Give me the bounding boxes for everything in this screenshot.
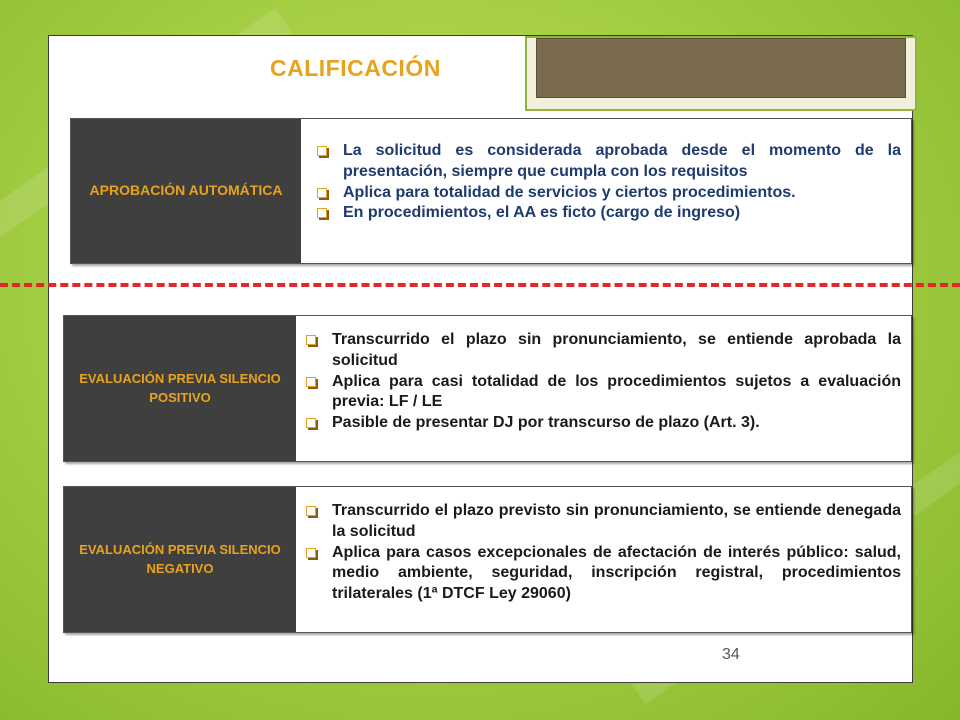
silencio-positivo-box — [63, 315, 912, 462]
bullet-list — [306, 330, 901, 434]
checkbox-bullet-icon — [317, 208, 327, 218]
section-label: APROBACIÓN AUTOMÁTICA — [71, 119, 301, 263]
checkbox-bullet-icon — [306, 418, 316, 428]
list-item: Aplica para casos excepcionales de afectación de interés público: salud, medio ambiente, seguridad, inscripción registral, procedimientos trilaterales (1ª DTCF Ley 29060) — [306, 543, 901, 605]
bullet-list — [306, 501, 901, 605]
photo-image — [536, 38, 906, 98]
section-label: EVALUACIÓN PREVIA SILENCIO NEGATIVO — [64, 487, 296, 632]
checkbox-bullet-icon — [306, 548, 316, 558]
section-content — [296, 487, 911, 632]
checkbox-bullet-icon — [306, 377, 316, 387]
checkbox-bullet-icon — [306, 335, 316, 345]
checkbox-bullet-icon — [317, 146, 327, 156]
page-number: 34 — [722, 646, 740, 663]
list-item: En procedimientos, el AA es ficto (cargo de ingreso) — [317, 203, 901, 224]
list-item: La solicitud es considerada aprobada desde el momento de la presentación, siempre que cumpla con los requisitos — [317, 141, 901, 183]
section-label: EVALUACIÓN PREVIA SILENCIO POSITIVO — [64, 316, 296, 461]
list-item: Transcurrido el plazo sin pronunciamiento, se entiende aprobada la solicitud — [306, 330, 901, 372]
section-content — [296, 316, 911, 461]
slide-title: CALIFICACIÓN — [270, 55, 441, 81]
dashed-divider — [0, 283, 960, 287]
list-item: Pasible de presentar DJ por transcurso de plazo (Art. 3). — [306, 413, 901, 434]
silencio-negativo-box — [63, 486, 912, 633]
checkbox-bullet-icon — [317, 188, 327, 198]
bullet-list — [317, 141, 901, 224]
list-item: Transcurrido el plazo previsto sin pronunciamiento, se entiende denegada la solicitud — [306, 501, 901, 543]
list-item: Aplica para casi totalidad de los procedimientos sujetos a evaluación previa: LF / LE — [306, 372, 901, 414]
checkbox-bullet-icon — [306, 506, 316, 516]
list-item: Aplica para totalidad de servicios y ciertos procedimientos. — [317, 183, 901, 204]
aprobacion-automatica-box — [70, 118, 912, 264]
photo-frame — [525, 36, 917, 111]
section-content — [301, 119, 911, 263]
